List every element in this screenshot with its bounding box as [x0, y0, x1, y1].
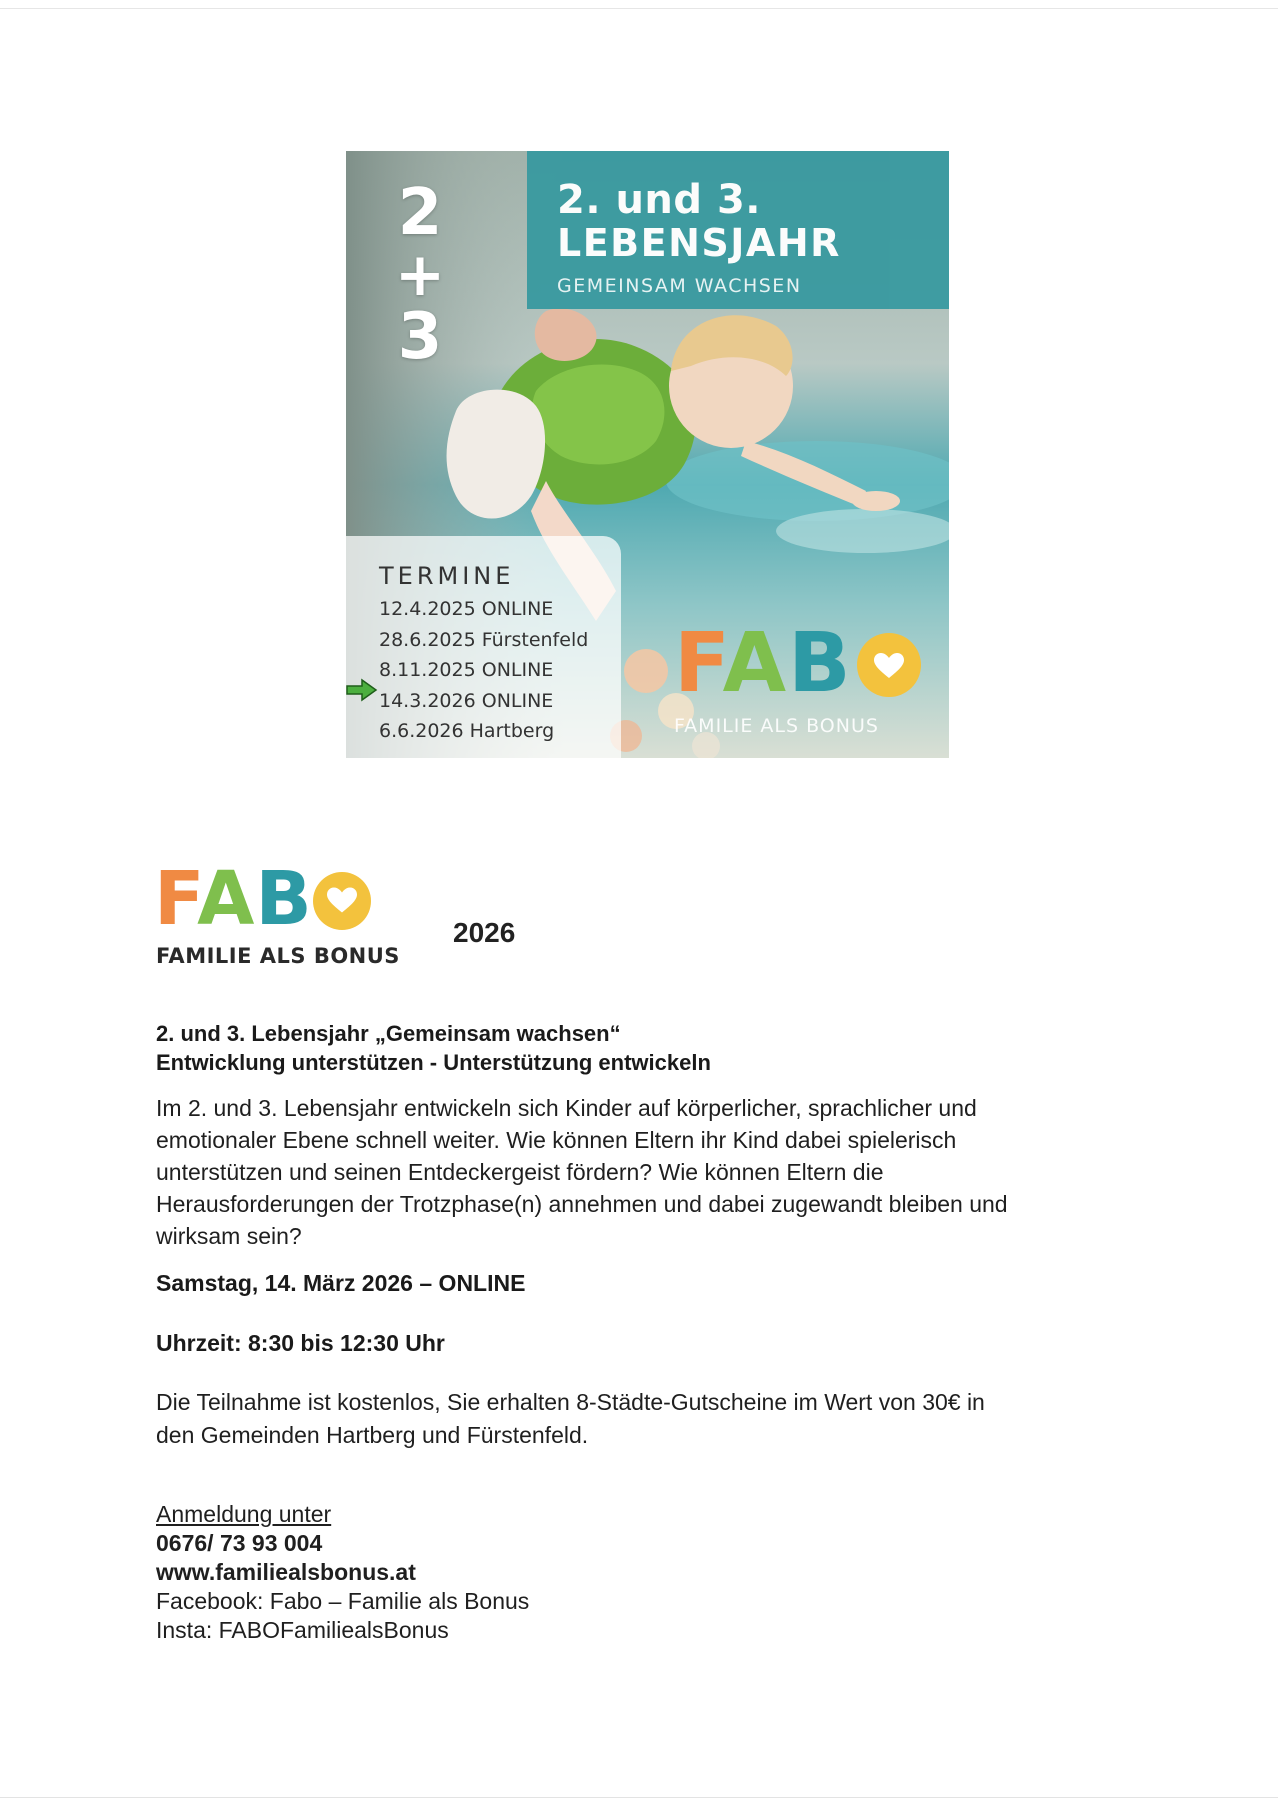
logo-letters: FAB — [154, 862, 371, 936]
scan-edge-top — [0, 8, 1278, 9]
description-line: unterstützen und seinen Entdeckergeist fördern? Wie können Eltern die — [156, 1159, 884, 1185]
website: www.familiealsbonus.at — [156, 1559, 416, 1585]
flyer-logo-letters: FAB — [674, 623, 921, 705]
fabo-logo — [154, 856, 424, 972]
big-age-digits — [394, 176, 446, 374]
digit-three: 3 — [397, 300, 443, 374]
green-arrow-right-icon — [346, 678, 378, 702]
description-line: Herausforderungen der Trotzphase(n) annehmen und dabei zugewandt bleiben und — [156, 1191, 1008, 1217]
course-subtitle: Entwicklung unterstützen - Unterstützung entwickeln — [156, 1050, 711, 1075]
event-date: Samstag, 14. März 2026 – ONLINE — [156, 1270, 526, 1296]
flyer-subtitle: GEMEINSAM WACHSEN — [557, 275, 802, 297]
participation-line: den Gemeinden Hartberg und Fürstenfeld. — [156, 1422, 589, 1448]
termin-item-highlighted: 14.3.2026 ONLINE — [379, 689, 554, 712]
termin-item: 8.11.2025 ONLINE — [379, 659, 554, 681]
instagram-info: Insta: FABOFamiliealsBonus — [156, 1617, 449, 1643]
participation-line: Die Teilnahme ist kostenlos, Sie erhalten 8-Städte-Gutscheine im Wert von 30€ in — [156, 1389, 985, 1415]
scan-edge-bottom — [0, 1797, 1278, 1798]
heart-icon — [313, 872, 371, 930]
course-title: 2. und 3. Lebensjahr „Gemeinsam wachsen“ — [156, 1021, 621, 1046]
flyer-fabo-logo — [674, 616, 934, 753]
flyer-title-line2: LEBENSJAHR — [557, 221, 841, 265]
logo-subtitle: FAMILIE ALS BONUS — [156, 944, 400, 968]
description-line: Im 2. und 3. Lebensjahr entwickeln sich Kinder auf körperlicher, sprachlicher und — [156, 1095, 977, 1121]
flyer-title-line1: 2. und 3. — [557, 177, 761, 223]
termin-item: 12.4.2025 ONLINE — [379, 598, 554, 620]
digit-plus: + — [394, 240, 446, 310]
flyer-image — [346, 151, 949, 758]
description-line: emotionaler Ebene schnell weiter. Wie können Eltern ihr Kind dabei spielerisch — [156, 1127, 957, 1153]
registration-link[interactable]: Anmeldung unter — [156, 1501, 332, 1527]
digit-two: 2 — [397, 176, 443, 250]
flyer-heart-icon — [857, 633, 921, 697]
flyer-logo-subtitle: FAMILIE ALS BONUS — [674, 715, 879, 737]
termine-list — [379, 594, 588, 747]
event-time: Uhrzeit: 8:30 bis 12:30 Uhr — [156, 1330, 445, 1356]
termine-label: TERMINE — [379, 562, 515, 590]
course-heading — [156, 1019, 711, 1077]
year-label: 2026 — [453, 917, 516, 948]
phone-number: 0676/ 73 93 004 — [156, 1530, 323, 1556]
termine-box — [346, 536, 621, 758]
description-line: wirksam sein? — [156, 1223, 302, 1249]
flyer-title-box — [527, 151, 949, 309]
contact-block — [156, 1500, 529, 1645]
termin-item: 6.6.2026 Hartberg — [379, 720, 555, 742]
course-description — [156, 1092, 1116, 1252]
termin-item: 28.6.2025 Fürstenfeld — [379, 628, 589, 651]
facebook-info: Facebook: Fabo – Familie als Bonus — [156, 1588, 530, 1614]
participation-info — [156, 1386, 985, 1452]
